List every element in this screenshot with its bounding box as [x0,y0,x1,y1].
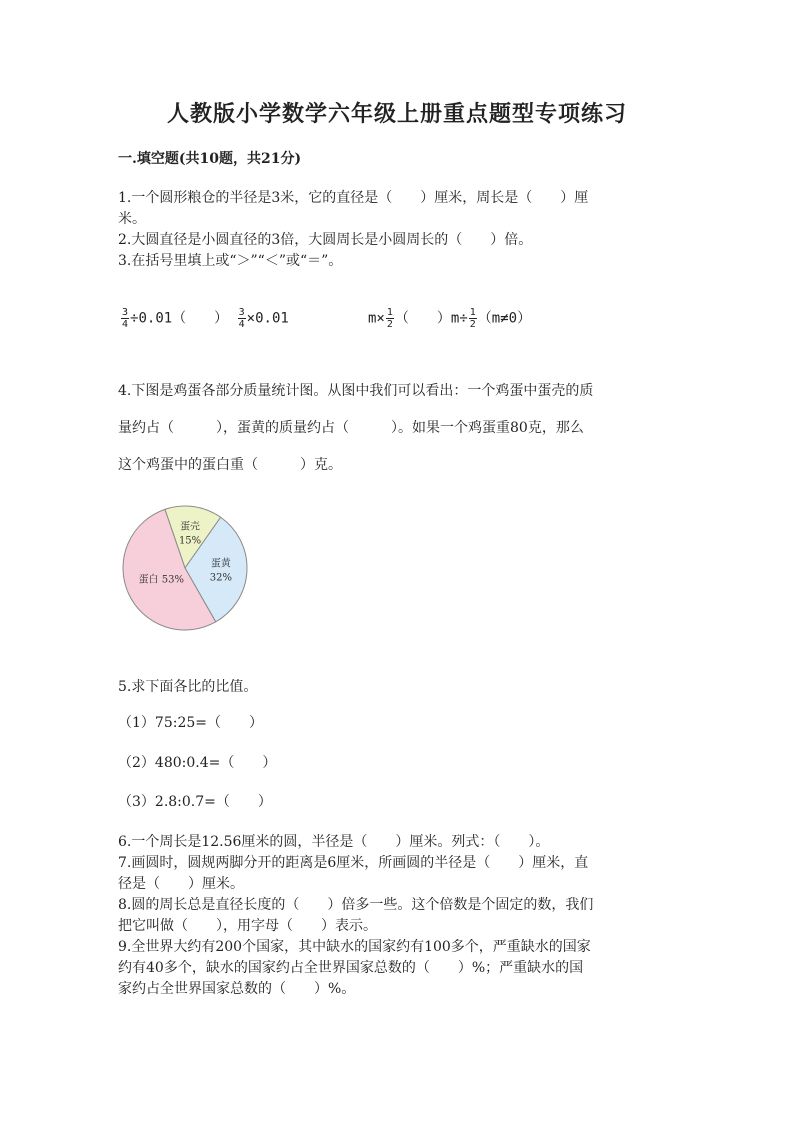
q1-line1: 1.一个圆形粮仓的半径是3米，它的直径是（ ）厘米，周长是（ ）厘 [118,190,589,206]
pie-label-1-0: 蛋黄 [210,558,231,570]
q2-text: 2.大圆直径是小圆直径的3倍，大圆周长是小圆周长的（ ）倍。 [118,232,533,248]
q5-item-3: （3）2.8:0.7=（ ） [118,794,272,810]
q5-item-2: （2）480:0.4=（ ） [118,755,277,771]
q3-expression-2 [368,307,531,330]
q7-line2: 径是（ ）厘米。 [118,876,244,892]
expr-text: m÷ [450,310,468,327]
q8-line1: 8.圆的周长总是直径长度的（ ）倍多一些。这个倍数是个固定的数，我们 [118,897,594,913]
expr-text: ÷0.01（ ） [130,310,229,327]
q9-line3: 家约占全世界国家总数的（ ）%。 [118,981,356,997]
q8-line2: 把它叫做（ ），用字母（ ）表示。 [118,918,377,934]
egg-pie-chart [120,503,252,633]
fraction: $\frac{3}{4}$ [122,307,129,330]
q9-line1: 9.全世界大约有200个国家，其中缺水的国家约有100多个，严重缺水的国家 [118,939,591,955]
fraction: $\frac{1}{2}$ [386,307,393,330]
q5-prompt: 5.求下面各比的比值。 [118,679,258,695]
q3-prompt: 3.在括号里填上或“＞”“＜”或“＝”。 [118,253,343,269]
pie-label-0-1: 15% [178,535,202,547]
expr-text: （ ） [394,310,451,327]
q3-expression-1 [120,307,289,330]
pie-label-1-1: 32% [209,572,233,584]
page-title: 人教版小学数学六年级上册重点题型专项练习 [166,101,627,127]
pie-label-2-0: 蛋白 53% [138,574,184,586]
q4-line1: 4.下图是鸡蛋各部分质量统计图。从图中我们可以看出：一个鸡蛋中蛋壳的质 [118,383,594,399]
q4-line2: 量约占（ ），蛋黄的质量约占（ ）。如果一个鸡蛋重80克，那么 [118,420,584,436]
q4-line3: 这个鸡蛋中的蛋白重（ ）克。 [118,457,342,473]
q6-text: 6.一个周长是12.56厘米的圆，半径是（ ）厘米。列式：（ ）。 [118,834,550,850]
expr-text: m× [368,310,385,327]
fraction: $\frac{3}{4}$ [238,307,245,330]
q9-line2: 约有40多个，缺水的国家约占全世界国家总数的（ ）%；严重缺水的国 [118,960,584,976]
expr-text: （m≠0） [477,310,532,327]
pie-label-0-0: 蛋壳 [180,521,201,533]
q5-item-1: （1）75:25=（ ） [118,715,263,731]
q7-line1: 7.画圆时，圆规两脚分开的距离是6厘米，所画圆的半径是（ ）厘米，直 [118,855,589,871]
fraction: $\frac{1}{2}$ [469,307,476,330]
q1-line2: 米。 [118,211,146,227]
section-heading: 一.填空题(共10题，共21分) [118,151,302,167]
expr-text: ×0.01 [246,310,289,327]
